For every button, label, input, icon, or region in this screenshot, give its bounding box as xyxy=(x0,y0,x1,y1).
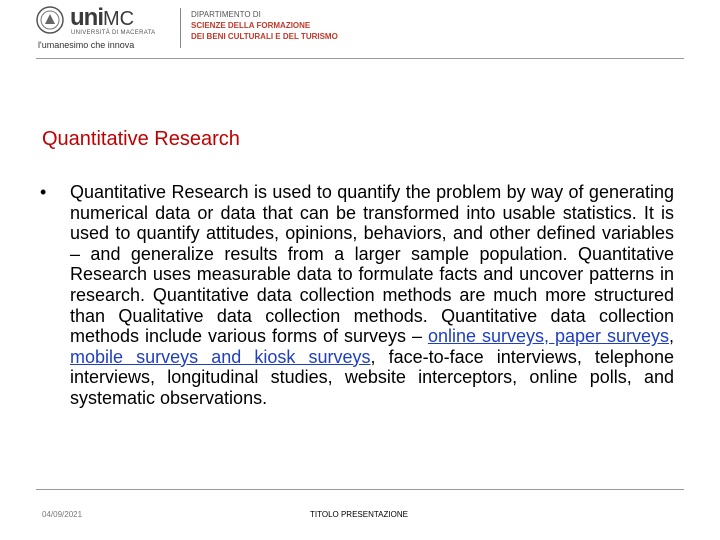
bullet-icon: • xyxy=(40,182,47,202)
header-rule xyxy=(36,58,684,59)
slide-title: Quantitative Research xyxy=(42,128,240,150)
footer-presentation-title: TITOLO PRESENTAZIONE xyxy=(310,510,408,519)
link-online-paper-surveys[interactable]: online surveys, paper surveys xyxy=(427,326,669,347)
department-line-1: DIPARTIMENTO DI xyxy=(191,10,261,19)
department-name xyxy=(191,9,338,42)
slide-body xyxy=(34,182,674,409)
slide-header xyxy=(0,0,720,60)
university-motto: l'umanesimo che innova xyxy=(38,40,135,50)
list-item xyxy=(34,182,674,409)
logo-word-main: uni xyxy=(70,4,103,31)
university-logo-wordmark xyxy=(70,4,134,32)
link-mobile-kiosk-surveys[interactable]: mobile surveys and kiosk surveys xyxy=(70,346,371,367)
body-text-separator: , xyxy=(668,326,674,347)
body-text-before: Quantitative Research is used to quantify the problem by way of generating numerical data or data that can be transformed into usable statistics. It is used to quantify attitudes, opinions, behaviors, and other defined variables – and generalize results from a larger sample population. Quantitative Research uses measurable data to formulate facts and uncover patterns in research. Quantitative data collection methods are much more structured than Qualitative data collection methods. Quantitative data collection methods include various forms of surveys – xyxy=(70,182,674,347)
department-line-3: DEI BENI CULTURALI E DEL TURISMO xyxy=(191,32,338,41)
department-line-2: SCIENZE DELLA FORMAZIONE xyxy=(191,21,311,30)
header-divider xyxy=(180,8,181,48)
body-text-after: , face-to-face interviews, telephone interviews, longitudinal studies, website interceptors, online polls, and systematic observations. xyxy=(70,346,674,408)
footer-date: 04/09/2021 xyxy=(42,510,83,519)
university-seal-icon xyxy=(36,6,64,34)
logo-word-suffix: MC xyxy=(103,8,135,30)
university-name: UNIVERSITÀ DI MACERATA xyxy=(71,30,156,36)
footer-rule xyxy=(36,489,684,490)
